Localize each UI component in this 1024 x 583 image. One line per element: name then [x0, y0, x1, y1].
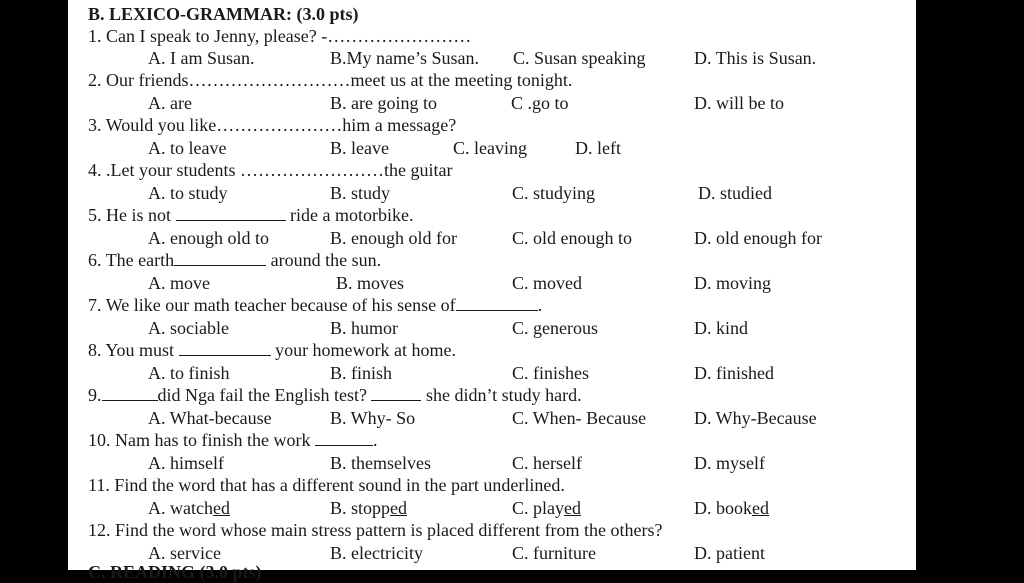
- q5-option-d[interactable]: D. old enough for: [694, 228, 822, 248]
- q10-option-b[interactable]: B. themselves: [330, 453, 431, 473]
- q4-text-a: .Let your students: [106, 160, 236, 180]
- question-6: [88, 249, 381, 271]
- q3-blank: …………………: [216, 115, 343, 135]
- worksheet-page: [68, 0, 916, 582]
- q2-option-d[interactable]: D. will be to: [694, 93, 784, 113]
- q9-option-d[interactable]: D. Why-Because: [694, 408, 817, 428]
- q7-option-c[interactable]: C. generous: [512, 318, 598, 338]
- q8-option-d[interactable]: D. finished: [694, 363, 774, 383]
- q10-option-a[interactable]: A. himself: [148, 453, 224, 473]
- q12-option-d[interactable]: D. patient: [694, 543, 765, 563]
- q9-option-a[interactable]: A. What-because: [148, 408, 272, 428]
- question-3: [88, 114, 456, 136]
- q6-text-b: around the sun.: [270, 250, 382, 270]
- q3-option-d[interactable]: D. left: [575, 138, 621, 158]
- q7-option-a[interactable]: A. sociable: [148, 318, 229, 338]
- q11-text: Find the word that has a different sound in the part underlined.: [114, 475, 565, 495]
- q11-option-b-underline: ed: [390, 498, 408, 518]
- q6-option-c[interactable]: C. moved: [512, 273, 582, 293]
- q6-option-d[interactable]: D. moving: [694, 273, 772, 293]
- question-8: [88, 339, 456, 361]
- q2-option-b[interactable]: B. are going to: [330, 93, 437, 113]
- q11-option-b-stem: B. stopp: [330, 498, 391, 518]
- q5-blank[interactable]: [176, 206, 286, 221]
- q8-text-b: your homework at home.: [275, 340, 457, 360]
- q7-option-b[interactable]: B. humor: [330, 318, 399, 338]
- q6-option-a[interactable]: A. move: [148, 273, 210, 293]
- q1-option-d[interactable]: D. This is Susan.: [694, 48, 817, 68]
- q2-option-c[interactable]: C .go to: [511, 93, 569, 113]
- q7-option-d[interactable]: D. kind: [694, 318, 748, 338]
- q7-number: 7.: [88, 295, 102, 315]
- q12-option-a[interactable]: A. service: [148, 543, 221, 563]
- q4-option-c[interactable]: C. studying: [512, 183, 596, 203]
- question-11: [88, 474, 565, 496]
- q8-blank[interactable]: [179, 341, 271, 356]
- q2-text-a: Our friends: [106, 70, 189, 90]
- q4-option-a[interactable]: A. to study: [148, 183, 228, 203]
- q11-option-a-stem: A. watch: [148, 498, 213, 518]
- q11-option-a[interactable]: [148, 497, 230, 519]
- q4-option-d[interactable]: D. studied: [698, 183, 772, 203]
- question-7: [88, 294, 542, 316]
- q1-option-b[interactable]: B.My name’s Susan.: [330, 48, 480, 68]
- q2-text-b: meet us at the meeting tonight.: [350, 70, 573, 90]
- q5-text-a: He is not: [106, 205, 171, 225]
- q5-option-a[interactable]: A. enough old to: [148, 228, 269, 248]
- q6-text-a: The earth: [105, 250, 175, 270]
- q8-number: 8.: [88, 340, 102, 360]
- q3-option-a[interactable]: A. to leave: [148, 138, 227, 158]
- q9-option-b[interactable]: B. Why- So: [330, 408, 416, 428]
- next-section-heading-text: C. READING (3.0 pts): [88, 562, 262, 582]
- q5-option-b[interactable]: B. enough old for: [330, 228, 457, 248]
- q12-text: Find the word whose main stress pattern is placed different from the others?: [115, 520, 663, 540]
- q9-blank-1[interactable]: [102, 386, 158, 401]
- q9-text-a: did Nga fail the English test?: [157, 385, 367, 405]
- q5-number: 5.: [88, 205, 102, 225]
- q9-blank-2[interactable]: [371, 386, 421, 401]
- q12-option-b[interactable]: B. electricity: [330, 543, 423, 563]
- q1-text: Can I speak to Jenny, please? -: [106, 26, 328, 46]
- q12-option-c[interactable]: C. furniture: [512, 543, 596, 563]
- q11-option-a-underline: ed: [212, 498, 230, 518]
- q10-blank[interactable]: [315, 431, 373, 446]
- q8-option-c[interactable]: C. finishes: [512, 363, 590, 383]
- question-9: [88, 384, 582, 406]
- q11-option-d-stem: D. book: [694, 498, 752, 518]
- q11-option-c-underline: ed: [564, 498, 581, 518]
- question-4: [88, 159, 452, 181]
- q7-text-b: .: [537, 295, 543, 315]
- q2-option-a[interactable]: A. are: [148, 93, 192, 113]
- q3-text-b: him a message?: [342, 115, 457, 135]
- q3-number: 3.: [88, 115, 102, 135]
- q10-option-c[interactable]: C. herself: [512, 453, 582, 473]
- q10-text-b: .: [372, 430, 378, 450]
- q6-number: 6.: [88, 250, 102, 270]
- q11-number: 11.: [88, 475, 110, 495]
- q9-text-b: she didn’t study hard.: [425, 385, 582, 405]
- q11-option-b[interactable]: [330, 497, 407, 519]
- next-section-heading: [88, 561, 262, 582]
- q4-number: 4.: [88, 160, 102, 180]
- q11-option-c-stem: C. play: [512, 498, 564, 518]
- q8-option-a[interactable]: A. to finish: [148, 363, 230, 383]
- q10-number: 10.: [88, 430, 111, 450]
- q1-option-c[interactable]: C. Susan speaking: [513, 48, 646, 68]
- q2-number: 2.: [88, 70, 102, 90]
- q6-blank[interactable]: [174, 251, 266, 266]
- question-10: [88, 429, 377, 451]
- q7-blank[interactable]: [456, 296, 538, 311]
- q10-option-d[interactable]: D. myself: [694, 453, 765, 473]
- q12-number: 12.: [88, 520, 111, 540]
- q11-option-d[interactable]: [694, 497, 769, 519]
- q4-option-b[interactable]: B. study: [330, 183, 391, 203]
- q9-option-c[interactable]: C. When- Because: [512, 408, 647, 428]
- q9-number: 9.: [88, 385, 102, 405]
- question-2: [88, 69, 572, 91]
- q3-text-a: Would you like: [105, 115, 217, 135]
- q5-text-b: ride a motorbike.: [290, 205, 414, 225]
- q4-text-b: the guitar: [383, 160, 453, 180]
- q1-blank: ……………………: [327, 26, 472, 46]
- q3-option-b[interactable]: B. leave: [330, 138, 389, 158]
- q5-option-c[interactable]: C. old enough to: [512, 228, 632, 248]
- q6-option-b[interactable]: B. moves: [336, 273, 405, 293]
- section-title: B. LEXICO-GRAMMAR: (3.0 pts): [88, 4, 359, 24]
- q4-blank: ……………………: [239, 160, 384, 180]
- q11-option-d-underline: ed: [752, 498, 769, 518]
- question-5: [88, 204, 413, 226]
- q7-text-a: We like our math teacher because of his sense of: [105, 295, 456, 315]
- q1-option-a[interactable]: A. I am Susan.: [148, 48, 255, 68]
- q1-number: 1.: [88, 26, 102, 46]
- question-1: [88, 25, 471, 47]
- q2-blank: ………………………: [188, 70, 351, 90]
- q11-option-c[interactable]: [512, 497, 581, 519]
- q3-option-c[interactable]: C. leaving: [453, 138, 527, 158]
- q8-option-b[interactable]: B. finish: [330, 363, 393, 383]
- q8-text-a: You must: [105, 340, 175, 360]
- q10-text-a: Nam has to finish the work: [115, 430, 311, 450]
- question-12: [88, 519, 663, 541]
